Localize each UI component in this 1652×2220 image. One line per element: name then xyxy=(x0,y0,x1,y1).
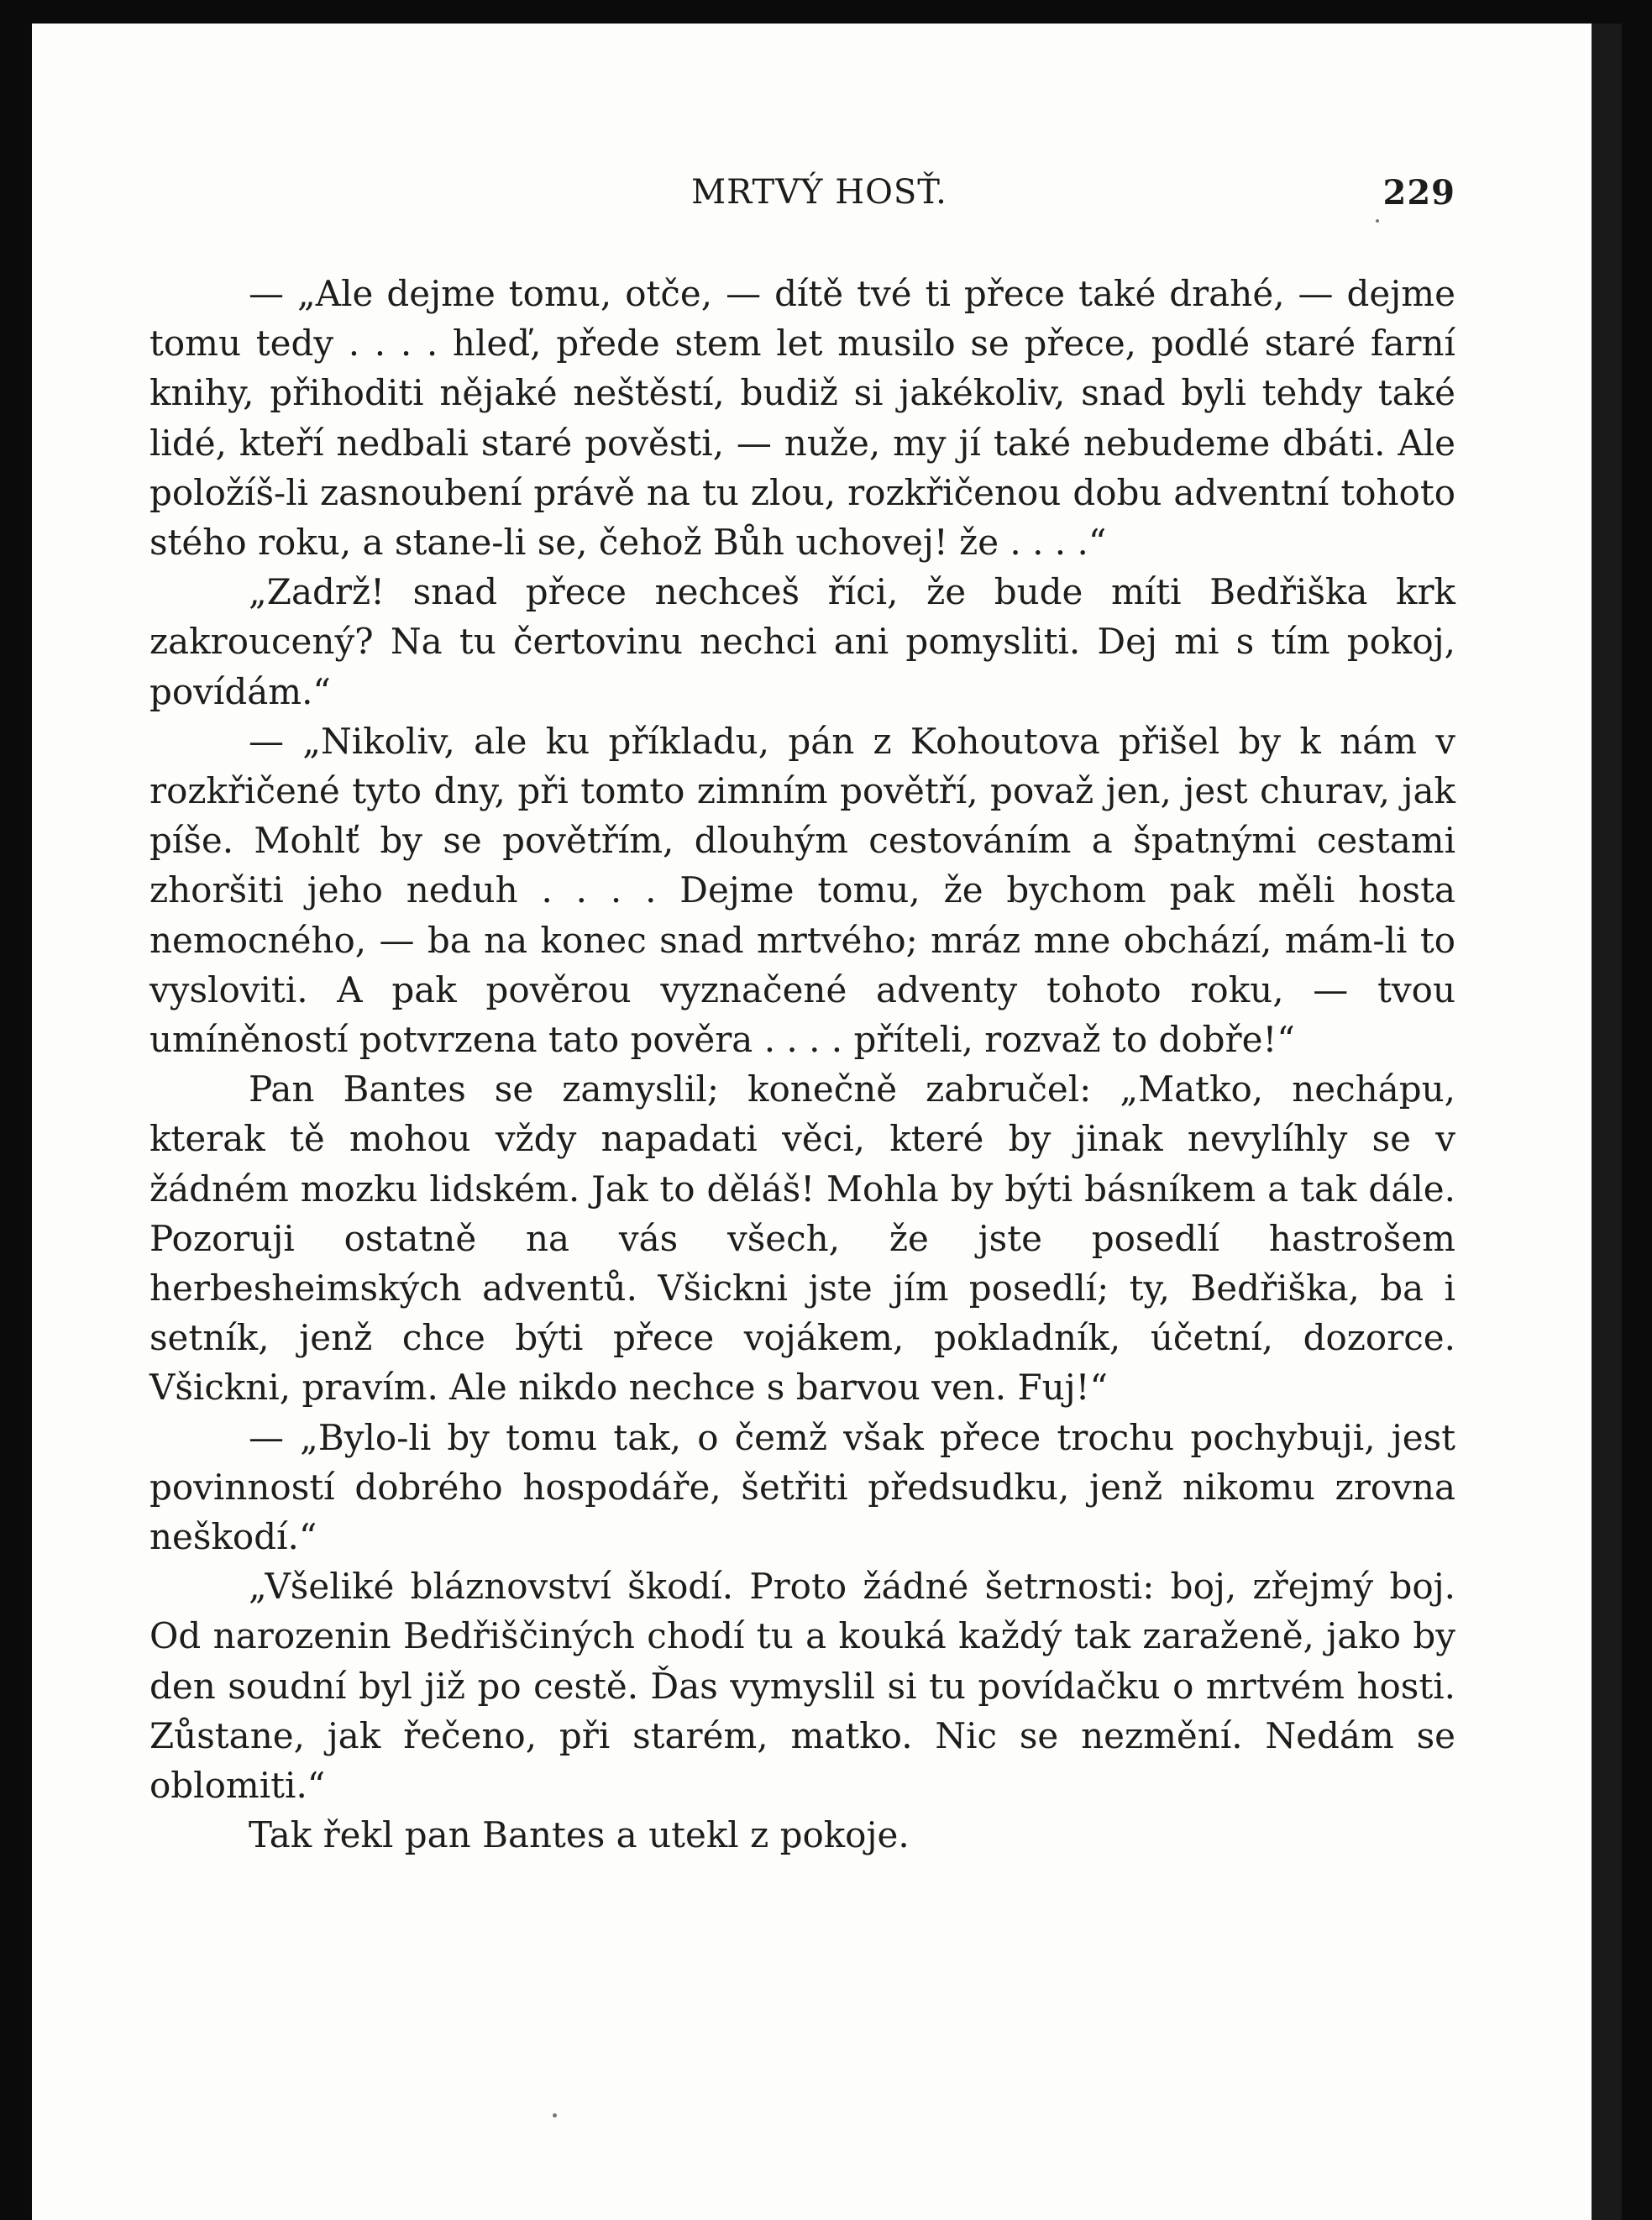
paragraph: „Zadrž! snad přece nechceš říci, že bude míti Bedřiška krk zakroucený? Na tu čertovinu nechci ani pomysliti. Dej mi s tím pokoj, povídám.“ xyxy=(149,571,1455,712)
paragraph: — „Ale dejme tomu, otče, — dítě tvé ti přece také drahé, — dejme tomu tedy . . . . hleď, přede stem let musilo se přece, podlé staré farní knihy, přihoditi nějaké neštěstí, budiž si jakékoliv, snad byli tehdy také lidé, kteří nedbali staré pověsti, — nuže, my jí také nebudeme dbáti. Ale položíš-li zasnoubení právě na tu zlou, rozkřičenou dobu adventní tohoto stého roku, a stane-li se, čehož Bůh uchovej! že . . . .“ xyxy=(149,273,1455,564)
body-text xyxy=(149,269,1455,1860)
paragraph: Tak řekl pan Bantes a utekl z pokoje. xyxy=(249,1814,910,1856)
paragraph: — „Nikoliv, ale ku příkladu, pán z Kohoutova přišel by k nám v rozkřičené tyto dny, při tomto zimním povětří, považ jen, jest churav, jak píše. Mohlť by se povětřím, dlouhým cestováním a špatnými cestami zhoršiti jeho neduh . . . . Dejme tomu, že bychom pak měli hosta nemocného, — ba na konec snad mrtvého; mráz mne obchází, mám-li to vysloviti. A pak pověrou vyznačené adventy tohoto roku, — tvou umíněností potvrzena tato pověra . . . . příteli, rozvaž to dobře!“ xyxy=(149,720,1455,1061)
paper-speck xyxy=(553,2113,557,2118)
paragraph: „Všeliké bláznovství škodí. Proto žádné šetrnosti: boj, zřejmý boj. Od narozenin Bedřiščiných chodí tu a kouká každý tak zaraženě, jako by den soudní byl již po cestě. Ďas vymyslil si tu povídačku o mrtvém hosti. Zůstane, jak řečeno, při starém, matko. Nic se nezmění. Nedám se oblomiti.“ xyxy=(149,1566,1455,1807)
paragraph: Pan Bantes se zamyslil; konečně zabručel: „Matko, nechápu, kterak tě mohou vždy napadati věci, které by jinak nevylíhly se v žádném mozku lidském. Jak to děláš! Mohla by býti básníkem a tak dále. Pozoruji ostatně na vás všech, že jste posedlí hastrošem herbesheimských adventů. Všickni jste jím posedlí; ty, Bedřiška, ba i setník, jenž chce býti přece vojákem, pokladník, účetní, dozorce. Všickni, pravím. Ale nikdo nechce s barvou ven. Fuj!“ xyxy=(149,1068,1455,1409)
page-edge-shadow xyxy=(1592,24,1622,2220)
running-header xyxy=(149,173,1455,223)
page-number: 229 xyxy=(1382,173,1455,213)
paper-speck xyxy=(1376,219,1379,223)
chapter-title: MRTVÝ HOSŤ. xyxy=(691,173,947,212)
book-page xyxy=(32,24,1622,2220)
paragraph: — „Bylo-li by tomu tak, o čemž však přece trochu pochybuji, jest povinností dobrého hospodáře, šetřiti předsudku, jenž nikomu zrovna neškodí.“ xyxy=(149,1416,1455,1558)
